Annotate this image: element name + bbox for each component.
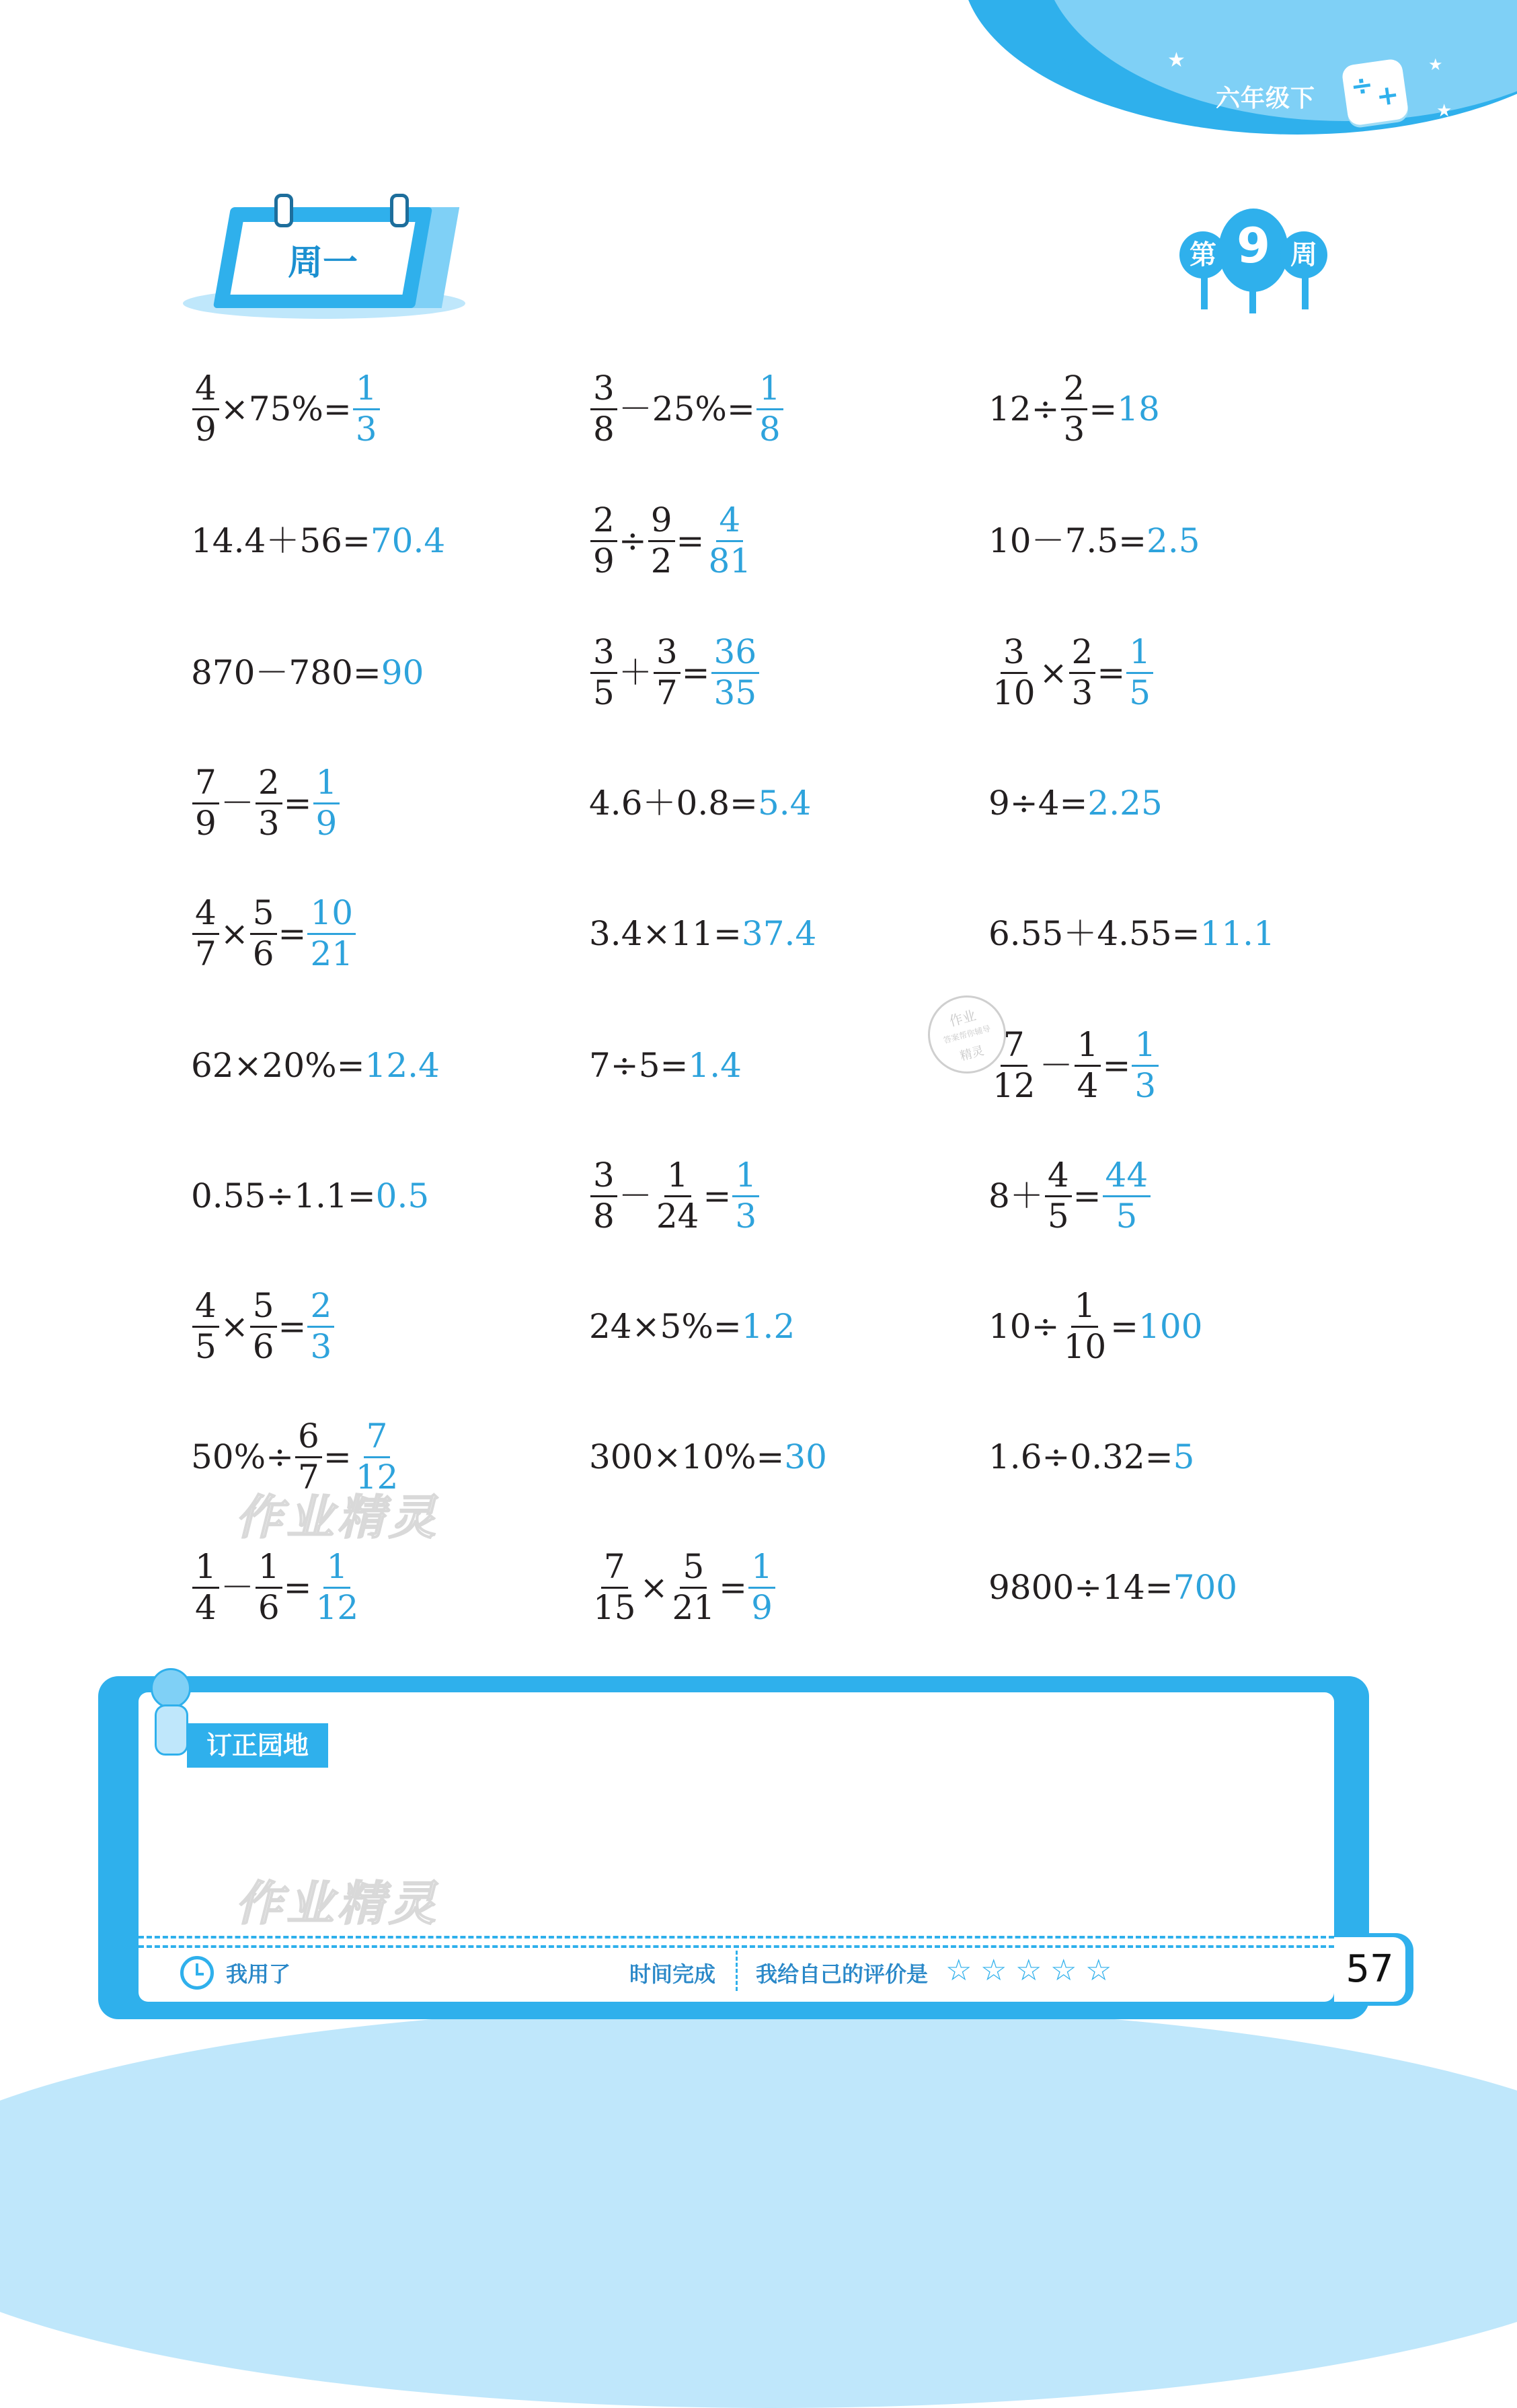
tree-trunk xyxy=(1249,289,1256,313)
fraction-part: 12 xyxy=(315,1587,359,1627)
equation xyxy=(589,768,811,838)
fraction-part: 1 xyxy=(1075,1026,1101,1067)
watermark-text: 作业精灵 xyxy=(235,1490,440,1545)
fraction xyxy=(192,763,219,843)
answer: 90 xyxy=(381,653,424,692)
answer xyxy=(748,1548,775,1627)
fraction xyxy=(250,1287,277,1366)
equation xyxy=(589,1156,761,1236)
answer: 1.4 xyxy=(688,1046,742,1085)
expression: 300×10%= xyxy=(589,1437,785,1476)
equation xyxy=(988,1286,1203,1366)
fraction xyxy=(192,894,219,973)
operator: × xyxy=(639,1568,668,1607)
fraction-part: 1 xyxy=(192,1548,219,1589)
equation xyxy=(988,768,1163,838)
fraction-part: 4 xyxy=(192,894,219,935)
fraction xyxy=(654,1156,702,1236)
operator: = xyxy=(283,784,312,823)
fraction-part: 44 xyxy=(1103,1156,1151,1197)
fraction xyxy=(590,501,617,580)
operator: ×75%= xyxy=(220,389,352,428)
fraction xyxy=(250,894,277,973)
fraction xyxy=(192,1548,219,1627)
fraction-part: 6 xyxy=(258,1587,280,1627)
expression: 3.4×11= xyxy=(589,914,742,953)
answer xyxy=(307,894,356,973)
fraction-part: 8 xyxy=(593,409,615,449)
answer xyxy=(732,1156,759,1236)
expression: 870－780= xyxy=(191,653,381,692)
answer xyxy=(1132,1026,1159,1105)
equation xyxy=(988,1156,1152,1236)
fraction xyxy=(670,1548,718,1627)
fraction-part: 4 xyxy=(716,501,743,542)
fraction-part: 10 xyxy=(1063,1326,1107,1366)
fraction-part: 2 xyxy=(650,541,672,580)
fraction-part: 5 xyxy=(1129,673,1151,712)
answer xyxy=(353,369,380,449)
answer xyxy=(1126,633,1153,712)
expression: 0.55÷1.1= xyxy=(191,1176,376,1215)
watermark-text: 作业精灵 xyxy=(235,1876,440,1931)
correction-title: 订正园地 xyxy=(187,1723,328,1768)
rating-star-icon[interactable]: ☆ xyxy=(1050,1953,1077,1988)
fraction-part: 1 xyxy=(353,369,380,410)
expression: 7÷5= xyxy=(589,1046,689,1085)
equation xyxy=(589,1030,742,1100)
fraction-part: 35 xyxy=(713,673,757,712)
fraction-part: 3 xyxy=(654,633,680,674)
week-badge xyxy=(1177,209,1331,316)
fraction-part: 2 xyxy=(1069,633,1096,674)
equation xyxy=(191,369,381,449)
equation xyxy=(988,506,1200,576)
fraction-part: 9 xyxy=(195,409,217,449)
stamp-line: 答案帮你辅导 xyxy=(942,1023,992,1046)
answer: 12.4 xyxy=(364,1046,440,1085)
fraction-part: 1 xyxy=(1132,1026,1159,1067)
equation xyxy=(191,1547,362,1627)
expression: 9800÷14= xyxy=(988,1568,1173,1607)
page-number: 57 xyxy=(1334,1937,1405,2002)
fraction-part: 5 xyxy=(195,1326,217,1366)
fraction xyxy=(192,1287,219,1366)
fraction-part: 2 xyxy=(1061,369,1088,410)
answer xyxy=(313,763,340,843)
equation xyxy=(589,369,785,449)
operator: × xyxy=(1039,653,1068,692)
fraction-part: 4 xyxy=(192,1287,219,1328)
operator: = xyxy=(278,1307,307,1346)
equation xyxy=(589,1547,777,1627)
fraction-part: 10 xyxy=(993,673,1036,712)
operator: －25%= xyxy=(618,389,755,428)
equation xyxy=(191,1286,336,1366)
fraction-part: 1 xyxy=(323,1548,350,1589)
equation xyxy=(589,632,761,712)
fraction-part: 21 xyxy=(672,1587,715,1627)
fraction xyxy=(1069,633,1096,712)
equation xyxy=(988,1552,1237,1622)
time-input[interactable] xyxy=(313,1957,616,1984)
expression: 4.6＋0.8= xyxy=(589,784,758,823)
fraction-part: 3 xyxy=(735,1196,757,1236)
fraction-part: 2 xyxy=(590,501,617,542)
equation xyxy=(191,1030,440,1100)
fraction-part: 5 xyxy=(593,673,615,712)
expression: 14.4＋56= xyxy=(191,521,371,560)
fraction xyxy=(1061,1287,1110,1366)
answer: 100 xyxy=(1138,1307,1203,1346)
fraction xyxy=(256,763,282,843)
fraction-part: 10 xyxy=(307,894,356,935)
equation xyxy=(988,632,1155,712)
operator: = xyxy=(1097,653,1126,692)
answer: 5 xyxy=(1173,1437,1195,1476)
answer: 1.2 xyxy=(741,1307,795,1346)
divider xyxy=(139,1936,1334,1939)
time-suffix: 时间完成 xyxy=(629,1961,716,1987)
expression: 10－7.5= xyxy=(988,521,1147,560)
fraction-part: 1 xyxy=(756,369,783,410)
stamp-line: 作业 xyxy=(947,1007,978,1030)
operator: × xyxy=(220,1307,249,1346)
clock-icon xyxy=(180,1956,214,1990)
equation xyxy=(988,1025,1160,1105)
answer xyxy=(1103,1156,1151,1236)
fraction xyxy=(990,1026,1038,1105)
expression: 1.6÷0.32= xyxy=(988,1437,1173,1476)
fraction-part: 9 xyxy=(195,803,217,843)
rating-star-icon[interactable]: ☆ xyxy=(980,1953,1007,1988)
fraction xyxy=(1061,369,1088,449)
fraction xyxy=(590,1548,639,1627)
operator: = xyxy=(1089,389,1118,428)
fraction-part: 81 xyxy=(708,541,752,580)
fraction-part: 24 xyxy=(656,1196,699,1236)
fraction-part: 6 xyxy=(252,1326,274,1366)
operator: = xyxy=(676,521,705,560)
answer xyxy=(756,369,783,449)
operator: － xyxy=(220,784,254,823)
expression: 9÷4= xyxy=(988,784,1088,823)
tree-trunk xyxy=(1201,276,1208,309)
operator: ÷ xyxy=(618,521,647,560)
operator: = xyxy=(703,1176,732,1215)
operator: = xyxy=(1110,1307,1139,1346)
fraction-part: 21 xyxy=(310,934,354,973)
fraction-part: 9 xyxy=(648,501,675,542)
expression: 62×20%= xyxy=(191,1046,365,1085)
fraction-part: 3 xyxy=(590,369,617,410)
calendar-icon xyxy=(195,202,464,323)
week-prefix: 第 xyxy=(1179,231,1227,278)
calendar-ring xyxy=(390,194,409,227)
answer xyxy=(711,633,760,712)
fraction-part: 5 xyxy=(1116,1196,1138,1236)
fraction-part: 9 xyxy=(751,1587,773,1627)
rating-star-icon[interactable]: ☆ xyxy=(1085,1953,1112,1988)
operator: ＋ xyxy=(618,653,652,692)
fraction-part: 7 xyxy=(1001,1026,1027,1067)
fraction-part: 2 xyxy=(256,763,282,804)
day-label: 周一 xyxy=(287,243,358,283)
week-number: 9 xyxy=(1218,209,1288,292)
fraction-part: 4 xyxy=(195,1587,217,1627)
fraction-part: 7 xyxy=(656,673,678,712)
fraction-part: 3 xyxy=(1071,673,1093,712)
operator: 8＋ xyxy=(988,1176,1044,1215)
equation xyxy=(191,763,341,843)
fraction-part: 3 xyxy=(590,633,617,674)
fraction-part: 12 xyxy=(355,1457,399,1497)
equation xyxy=(191,506,445,576)
fraction-part: 3 xyxy=(310,1326,332,1366)
answer: 18 xyxy=(1117,389,1160,428)
fraction-part: 3 xyxy=(1001,633,1027,674)
stamp-line: 精灵 xyxy=(958,1043,986,1064)
equation xyxy=(191,1161,429,1231)
answer: 70.4 xyxy=(370,521,446,560)
fraction-part: 1 xyxy=(664,1156,691,1197)
dice-icon: ÷ + xyxy=(1341,58,1409,126)
fraction-part: 7 xyxy=(192,763,219,804)
fraction-part: 2 xyxy=(307,1287,334,1328)
fraction-part: 4 xyxy=(1045,1156,1072,1197)
fraction-part: 1 xyxy=(313,763,340,804)
operator: = xyxy=(278,914,307,953)
answer xyxy=(313,1548,362,1627)
fraction-part: 4 xyxy=(1077,1065,1099,1105)
fraction-part: 5 xyxy=(250,1287,277,1328)
fraction-part: 36 xyxy=(711,633,760,674)
fraction-part: 6 xyxy=(252,934,274,973)
fraction xyxy=(1075,1026,1101,1105)
equation xyxy=(589,899,816,969)
equation xyxy=(191,893,357,973)
equation xyxy=(589,1422,827,1492)
answer: 30 xyxy=(784,1437,827,1476)
operator: 10÷ xyxy=(988,1307,1060,1346)
operator: = xyxy=(283,1568,312,1607)
fraction-part: 7 xyxy=(195,934,217,973)
fraction-part: 3 xyxy=(1063,409,1085,449)
fraction-part: 8 xyxy=(758,409,781,449)
fraction-part: 3 xyxy=(355,409,377,449)
operator: － xyxy=(220,1568,254,1607)
equation xyxy=(988,1422,1194,1492)
tree-trunk xyxy=(1302,276,1309,309)
rating-star-icon[interactable]: ☆ xyxy=(945,1953,972,1988)
fraction-part: 4 xyxy=(192,369,219,410)
fraction-part: 5 xyxy=(680,1548,707,1589)
equation xyxy=(589,500,755,580)
star-icon: ★ xyxy=(1167,48,1185,72)
fraction-part: 5 xyxy=(250,894,277,935)
fraction-part: 15 xyxy=(593,1587,636,1627)
fraction xyxy=(590,633,617,712)
answer xyxy=(705,501,754,580)
fraction xyxy=(990,633,1038,712)
fraction xyxy=(590,1156,617,1236)
operator: － xyxy=(1039,1046,1073,1085)
fraction-part: 1 xyxy=(732,1156,759,1197)
fraction-part: 6 xyxy=(295,1417,322,1458)
operator: = xyxy=(1102,1046,1131,1085)
fraction-part: 7 xyxy=(601,1548,628,1589)
answer: 2.5 xyxy=(1146,521,1200,560)
expression: 6.55＋4.55= xyxy=(988,914,1200,953)
fraction xyxy=(654,633,680,712)
rating-star-icon[interactable]: ☆ xyxy=(1015,1953,1042,1988)
fraction-part: 7 xyxy=(298,1457,319,1497)
week-suffix: 周 xyxy=(1280,231,1327,278)
operator: = xyxy=(323,1437,352,1476)
self-eval-label: 我给自己的评价是 xyxy=(756,1961,929,1987)
time-prefix: 我用了 xyxy=(226,1961,291,1987)
fraction-part: 1 xyxy=(1126,633,1153,674)
star-icon: ★ xyxy=(1436,101,1452,121)
equation xyxy=(988,899,1275,969)
operator: = xyxy=(681,653,710,692)
grade-label: 六年级下 xyxy=(1216,85,1316,112)
operator: 50%÷ xyxy=(191,1437,295,1476)
fraction xyxy=(1045,1156,1072,1236)
answer: 5.4 xyxy=(757,784,812,823)
fraction-part: 3 xyxy=(258,803,280,843)
equation xyxy=(191,638,424,708)
fraction-part: 12 xyxy=(993,1065,1036,1105)
equation xyxy=(988,369,1160,449)
expression: 24×5%= xyxy=(589,1307,742,1346)
answer xyxy=(307,1287,334,1366)
fraction-part: 9 xyxy=(315,803,338,843)
fraction xyxy=(648,501,675,580)
star-icon: ★ xyxy=(1053,52,1075,80)
bottom-wave-decoration xyxy=(0,2004,1517,2408)
operator: = xyxy=(1073,1176,1101,1215)
fraction-part: 1 xyxy=(256,1548,282,1589)
fraction-part: 3 xyxy=(590,1156,617,1197)
operator: － xyxy=(618,1176,652,1215)
answer: 37.4 xyxy=(741,914,817,953)
fraction xyxy=(256,1548,282,1627)
answer: 11.1 xyxy=(1200,914,1275,953)
divider xyxy=(736,1951,738,1991)
answer: 700 xyxy=(1173,1568,1238,1607)
fraction-part: 9 xyxy=(593,541,615,580)
fraction-part: 8 xyxy=(593,1196,615,1236)
fraction xyxy=(590,369,617,449)
fraction-part: 7 xyxy=(364,1417,391,1458)
star-icon: ★ xyxy=(1428,55,1443,74)
time-row xyxy=(139,1948,1334,1995)
answer: 2.25 xyxy=(1087,784,1163,823)
answer: 0.5 xyxy=(375,1176,430,1215)
fraction-part: 5 xyxy=(1047,1196,1069,1236)
fraction-part: 3 xyxy=(1134,1065,1157,1105)
operator: 12÷ xyxy=(988,389,1060,428)
operator: = xyxy=(719,1568,748,1607)
fraction xyxy=(192,369,219,449)
fraction-part: 1 xyxy=(748,1548,775,1589)
equation xyxy=(589,1291,795,1361)
operator: × xyxy=(220,914,249,953)
fraction-part: 1 xyxy=(1071,1287,1098,1328)
calendar-ring xyxy=(274,194,293,227)
